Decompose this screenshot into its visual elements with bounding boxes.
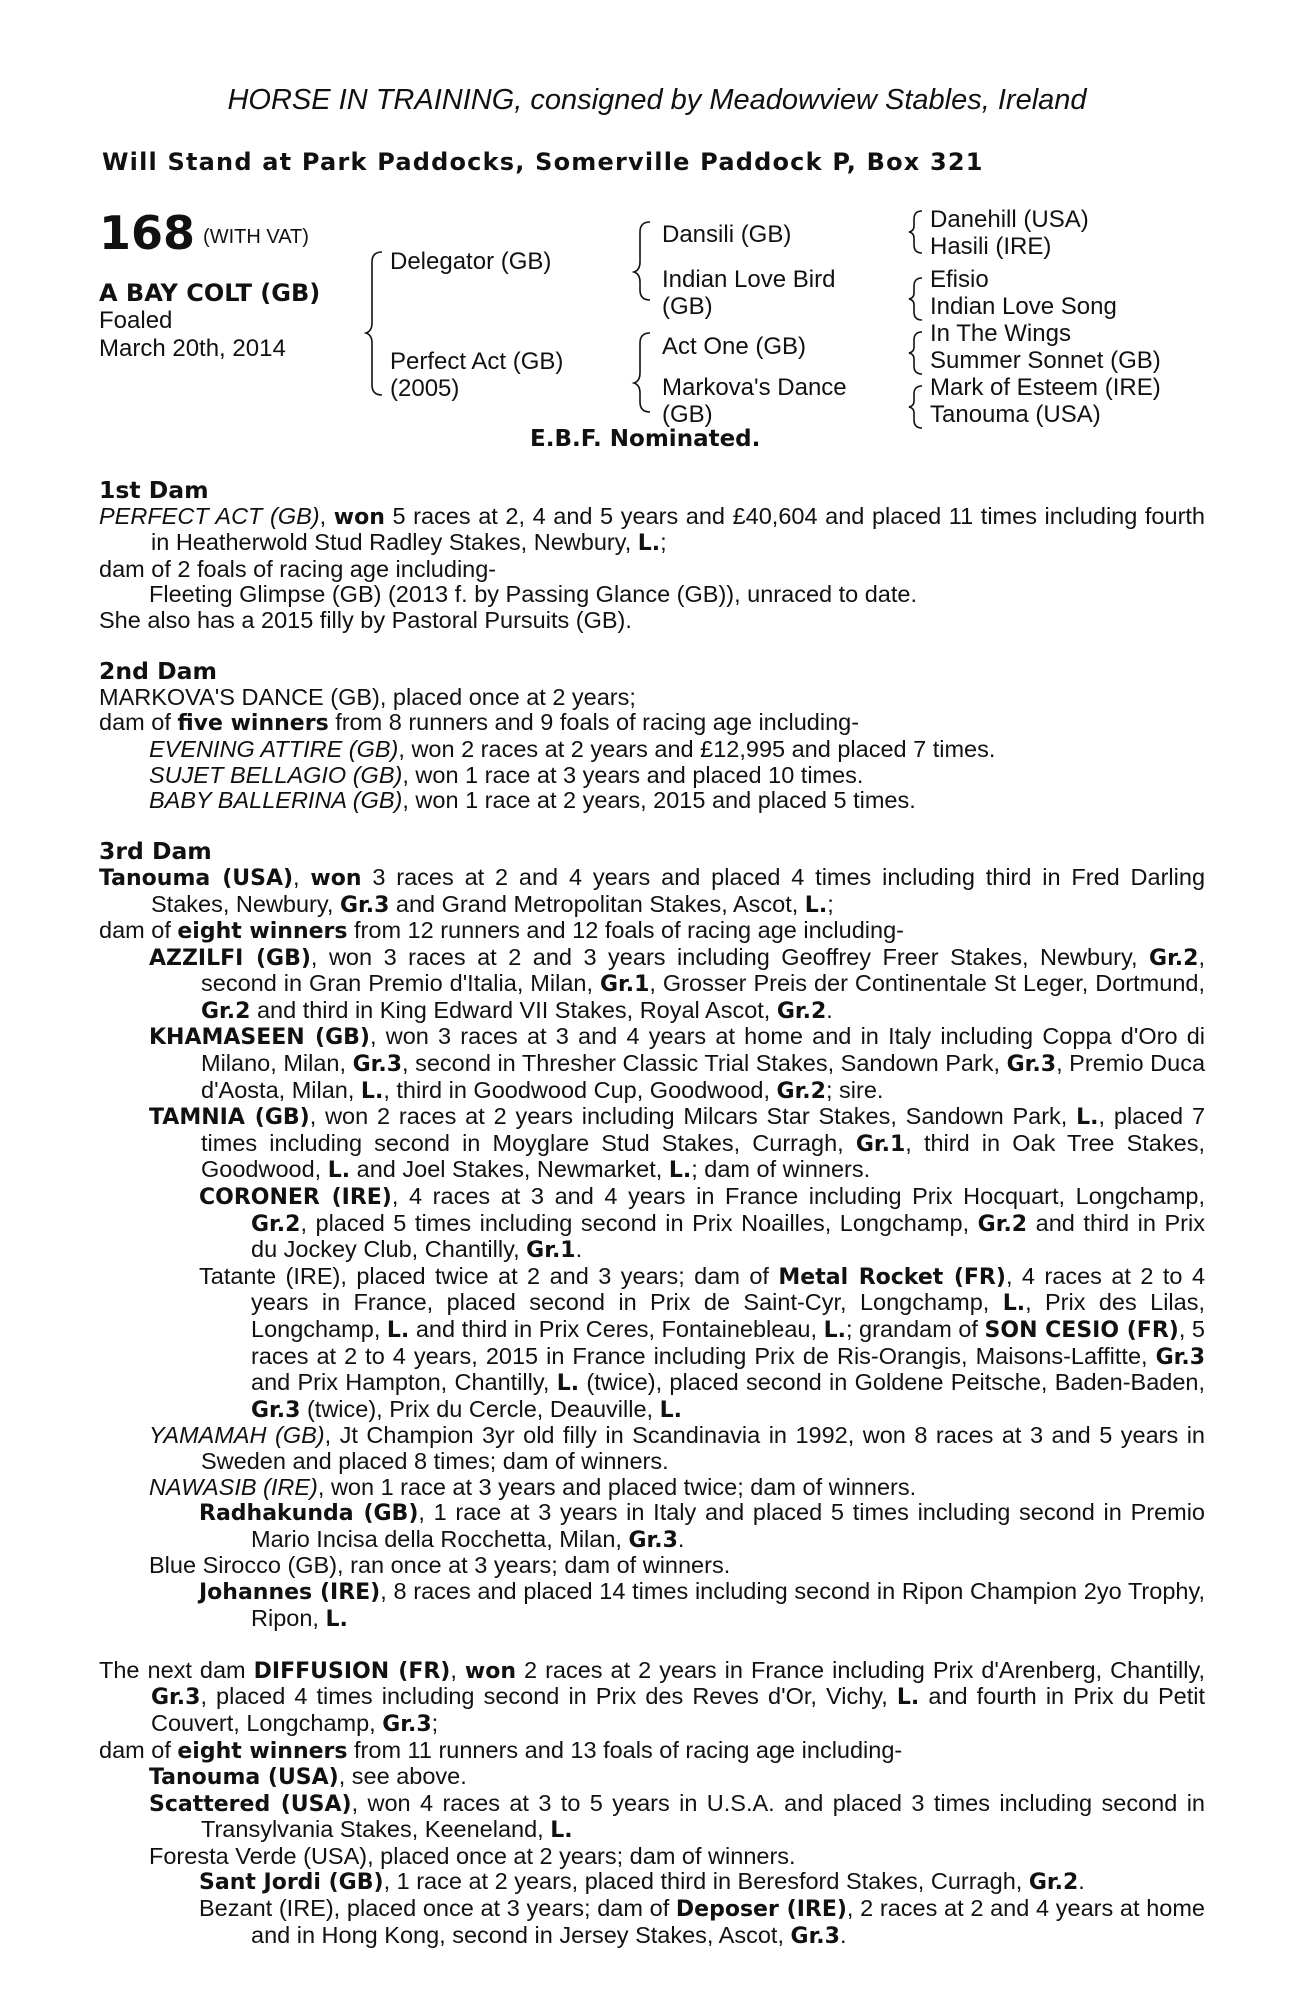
- produce-entry: Foresta Verde (USA), placed once at 2 years; dam of winners.: [149, 1842, 796, 1869]
- produce-entry: Radhakunda (GB), 1 race at 3 years in Italy and placed 5 times including second in Premio Mario Incisa della Rocchetta, Milan, Gr.3.: [199, 1499, 1206, 1553]
- first-dam-record: PERFECT ACT (GB), won 5 races at 2, 4 and 5 years and £40,604 and placed 11 times including fourth in Heatherwold Stud Radley Stakes, Newbury, L.;: [99, 502, 1205, 557]
- produce-entry: AZZILFI (GB), won 3 races at 2 and 3 years including Geoffrey Freer Stakes, Newbury, Gr.2, second in Gran Premio d'Italia, Milan, Gr.1, Grosser Preis der Continentale St Leger, Dortmund, Gr.2 and third in King Edward VII Stakes, Royal Ascot, Gr.2.: [149, 943, 1205, 1024]
- bracket-gen3-2: [909, 278, 922, 320]
- gg-2: Hasili (IRE): [930, 233, 1052, 260]
- stand-location: Will Stand at Park Paddocks, Somerville Paddock P, Box 321: [102, 148, 984, 176]
- first-dam-note: She also has a 2015 filly by Pastoral Pursuits (GB).: [99, 606, 632, 633]
- dam-sire-name: Act One (GB): [662, 333, 807, 360]
- produce-entry: Blue Sirocco (GB), ran once at 3 years; dam of winners.: [149, 1552, 731, 1579]
- third-dam-heading: 3rd Dam: [99, 837, 212, 866]
- gg-8: Tanouma (USA): [930, 401, 1101, 428]
- produce-entry: Bezant (IRE), placed once at 3 years; dam of Deposer (IRE), 2 races at 2 and 4 years at home and in Hong Kong, second in Jersey Stakes, Ascot, Gr.3.: [199, 1895, 1205, 1949]
- bracket-gen1: [366, 252, 382, 395]
- gg-1: Danehill (USA): [930, 206, 1089, 233]
- produce-entry: TAMNIA (GB), won 2 races at 2 years including Milcars Star Stakes, Sandown Park, L., placed 7 times including second in Moyglare Stud Stakes, Curragh, Gr.1, third in Oak Tree Stakes, Goodwood, L. and Joel Stakes, Newmarket, L.; dam of winners.: [149, 1103, 1206, 1184]
- next-dam-record: The next dam DIFFUSION (FR), won 2 races at 2 years in France including Prix d'Arenberg, Chantilly, Gr.3, placed 4 times including second in Prix des Reves d'Or, Vichy, L. and fourth in Prix du Petit Couvert, Longchamp, Gr.3;: [99, 1656, 1206, 1737]
- produce-entry: Johannes (IRE), 8 races and placed 14 times including second in Ripon Champion 2yo Trophy, Ripon, L.: [199, 1577, 1206, 1632]
- catalogue-body: [99, 478, 1205, 1975]
- gg-3: Efisio: [930, 266, 989, 293]
- produce-entry: CORONER (IRE), 4 races at 3 and 4 years in France including Prix Hocquart, Longchamp, Gr.2, placed 5 times including second in Prix Noailles, Longchamp, Gr.2 and third in Prix du Jockey Club, Chantilly, Gr.1.: [199, 1183, 1205, 1264]
- ebf-note: E.B.F. Nominated.: [530, 426, 761, 452]
- produce-entry: Sant Jordi (GB), 1 race at 2 years, placed third in Beresford Stakes, Curragh, Gr.2.: [199, 1868, 1085, 1896]
- third-dam-record: Tanouma (USA), won 3 races at 2 and 4 years and placed 4 times including third in Fred Darling Stakes, Newbury, Gr.3 and Grand Metropolitan Stakes, Ascot, L.;: [99, 863, 1206, 918]
- foaled-label: Foaled: [99, 307, 173, 334]
- bracket-gen3-1: [909, 211, 922, 253]
- produce-entry: SUJET BELLAGIO (GB), won 1 race at 3 years and placed 10 times.: [149, 761, 864, 788]
- first-dam-produce: dam of 2 foals of racing age including-: [99, 555, 497, 582]
- gg-7: Mark of Esteem (IRE): [930, 374, 1161, 401]
- second-dam-record: MARKOVA'S DANCE (GB), placed once at 2 years;: [99, 683, 636, 710]
- vat-note: (WITH VAT): [203, 226, 309, 248]
- third-dam-section: [99, 839, 1205, 1632]
- third-dam-produce: dam of eight winners from 12 runners and 12 foals of racing age including-: [99, 917, 904, 945]
- foaled-date: March 20th, 2014: [99, 335, 286, 362]
- next-dam-produce: dam of eight winners from 11 runners and 13 foals of racing age including-: [99, 1736, 903, 1764]
- produce-entry: Tatante (IRE), placed twice at 2 and 3 years; dam of Metal Rocket (FR), 4 races at 2 to 4 years in France, placed second in Prix de Saint-Cyr, Longchamp, L., Prix des Lilas, Longchamp, L. and third in Prix Ceres, Fontainebleau, L.; grandam of SON CESIO (FR), 5 races at 2 to 4 years, 2015 in France including Prix de Ris-Orangis, Maisons-Laffitte, Gr.3 and Prix Hampton, Chantilly, L. (twice), placed second in Goldene Peitsche, Baden-Baden, Gr.3 (twice), Prix du Cercle, Deauville, L.: [199, 1262, 1206, 1423]
- bracket-gen3-4: [909, 386, 922, 428]
- dam-name: Perfect Act (GB): [390, 348, 564, 375]
- bracket-gen3-3: [909, 332, 922, 374]
- next-dam-section: [99, 1658, 1205, 1950]
- dam-dam-name: Markova's Dance: [662, 374, 847, 401]
- produce-entry: YAMAMAH (GB), Jt Champion 3yr old filly in Scandinavia in 1992, won 8 races at 3 and 5 years in Sweden and placed 8 times; dam of winners.: [149, 1422, 1205, 1474]
- bracket-gen2-dam: [634, 333, 650, 412]
- sire-sire-name: Dansili (GB): [662, 221, 792, 248]
- sire-dam-country: (GB): [662, 293, 713, 320]
- second-dam-produce: dam of five winners from 8 runners and 9 foals of racing age including-: [99, 709, 860, 737]
- produce-entry: BABY BALLERINA (GB), won 1 race at 2 years, 2015 and placed 5 times.: [149, 787, 916, 814]
- sire-dam-name: Indian Love Bird: [662, 266, 836, 293]
- page-title: HORSE IN TRAINING, consigned by Meadowview Stables, Ireland: [227, 84, 1087, 116]
- first-dam-foal: Fleeting Glimpse (GB) (2013 f. by Passing Glance (GB)), unraced to date.: [149, 581, 918, 608]
- horse-title: A BAY COLT (GB): [99, 279, 321, 307]
- produce-entry: Scattered (USA), won 4 races at 3 to 5 years in U.S.A. and placed 3 times including second in Transylvania Stakes, Keeneland, L.: [149, 1789, 1205, 1844]
- gg-6: Summer Sonnet (GB): [930, 347, 1161, 374]
- produce-entry: Tanouma (USA), see above.: [149, 1763, 467, 1791]
- produce-entry: EVENING ATTIRE (GB), won 2 races at 2 years and £12,995 and placed 7 times.: [149, 735, 996, 762]
- dam-dam-country: (GB): [662, 401, 713, 428]
- dam-name-text: PERFECT ACT (GB): [99, 502, 320, 529]
- dam-year: (2005): [390, 375, 460, 402]
- gg-5: In The Wings: [930, 320, 1071, 347]
- second-dam-section: [99, 659, 1205, 814]
- lot-number: 168: [99, 206, 196, 260]
- produce-entry: NAWASIB (IRE), won 1 race at 3 years and placed twice; dam of winners.: [149, 1473, 917, 1500]
- gg-4: Indian Love Song: [930, 293, 1117, 320]
- sire-name: Delegator (GB): [390, 248, 552, 275]
- produce-entry: KHAMASEEN (GB), won 3 races at 3 and 4 years at home and in Italy including Coppa d'Oro di Milano, Milan, Gr.3, second in Thresher Classic Trial Stakes, Sandown Park, Gr.3, Premio Duca d'Aosta, Milan, L., third in Goodwood Cup, Goodwood, Gr.2; sire.: [149, 1023, 1206, 1104]
- bracket-gen2-sire: [634, 222, 650, 300]
- second-dam-heading: 2nd Dam: [99, 657, 217, 686]
- first-dam-heading: 1st Dam: [99, 476, 209, 504]
- first-dam-section: [99, 478, 1205, 634]
